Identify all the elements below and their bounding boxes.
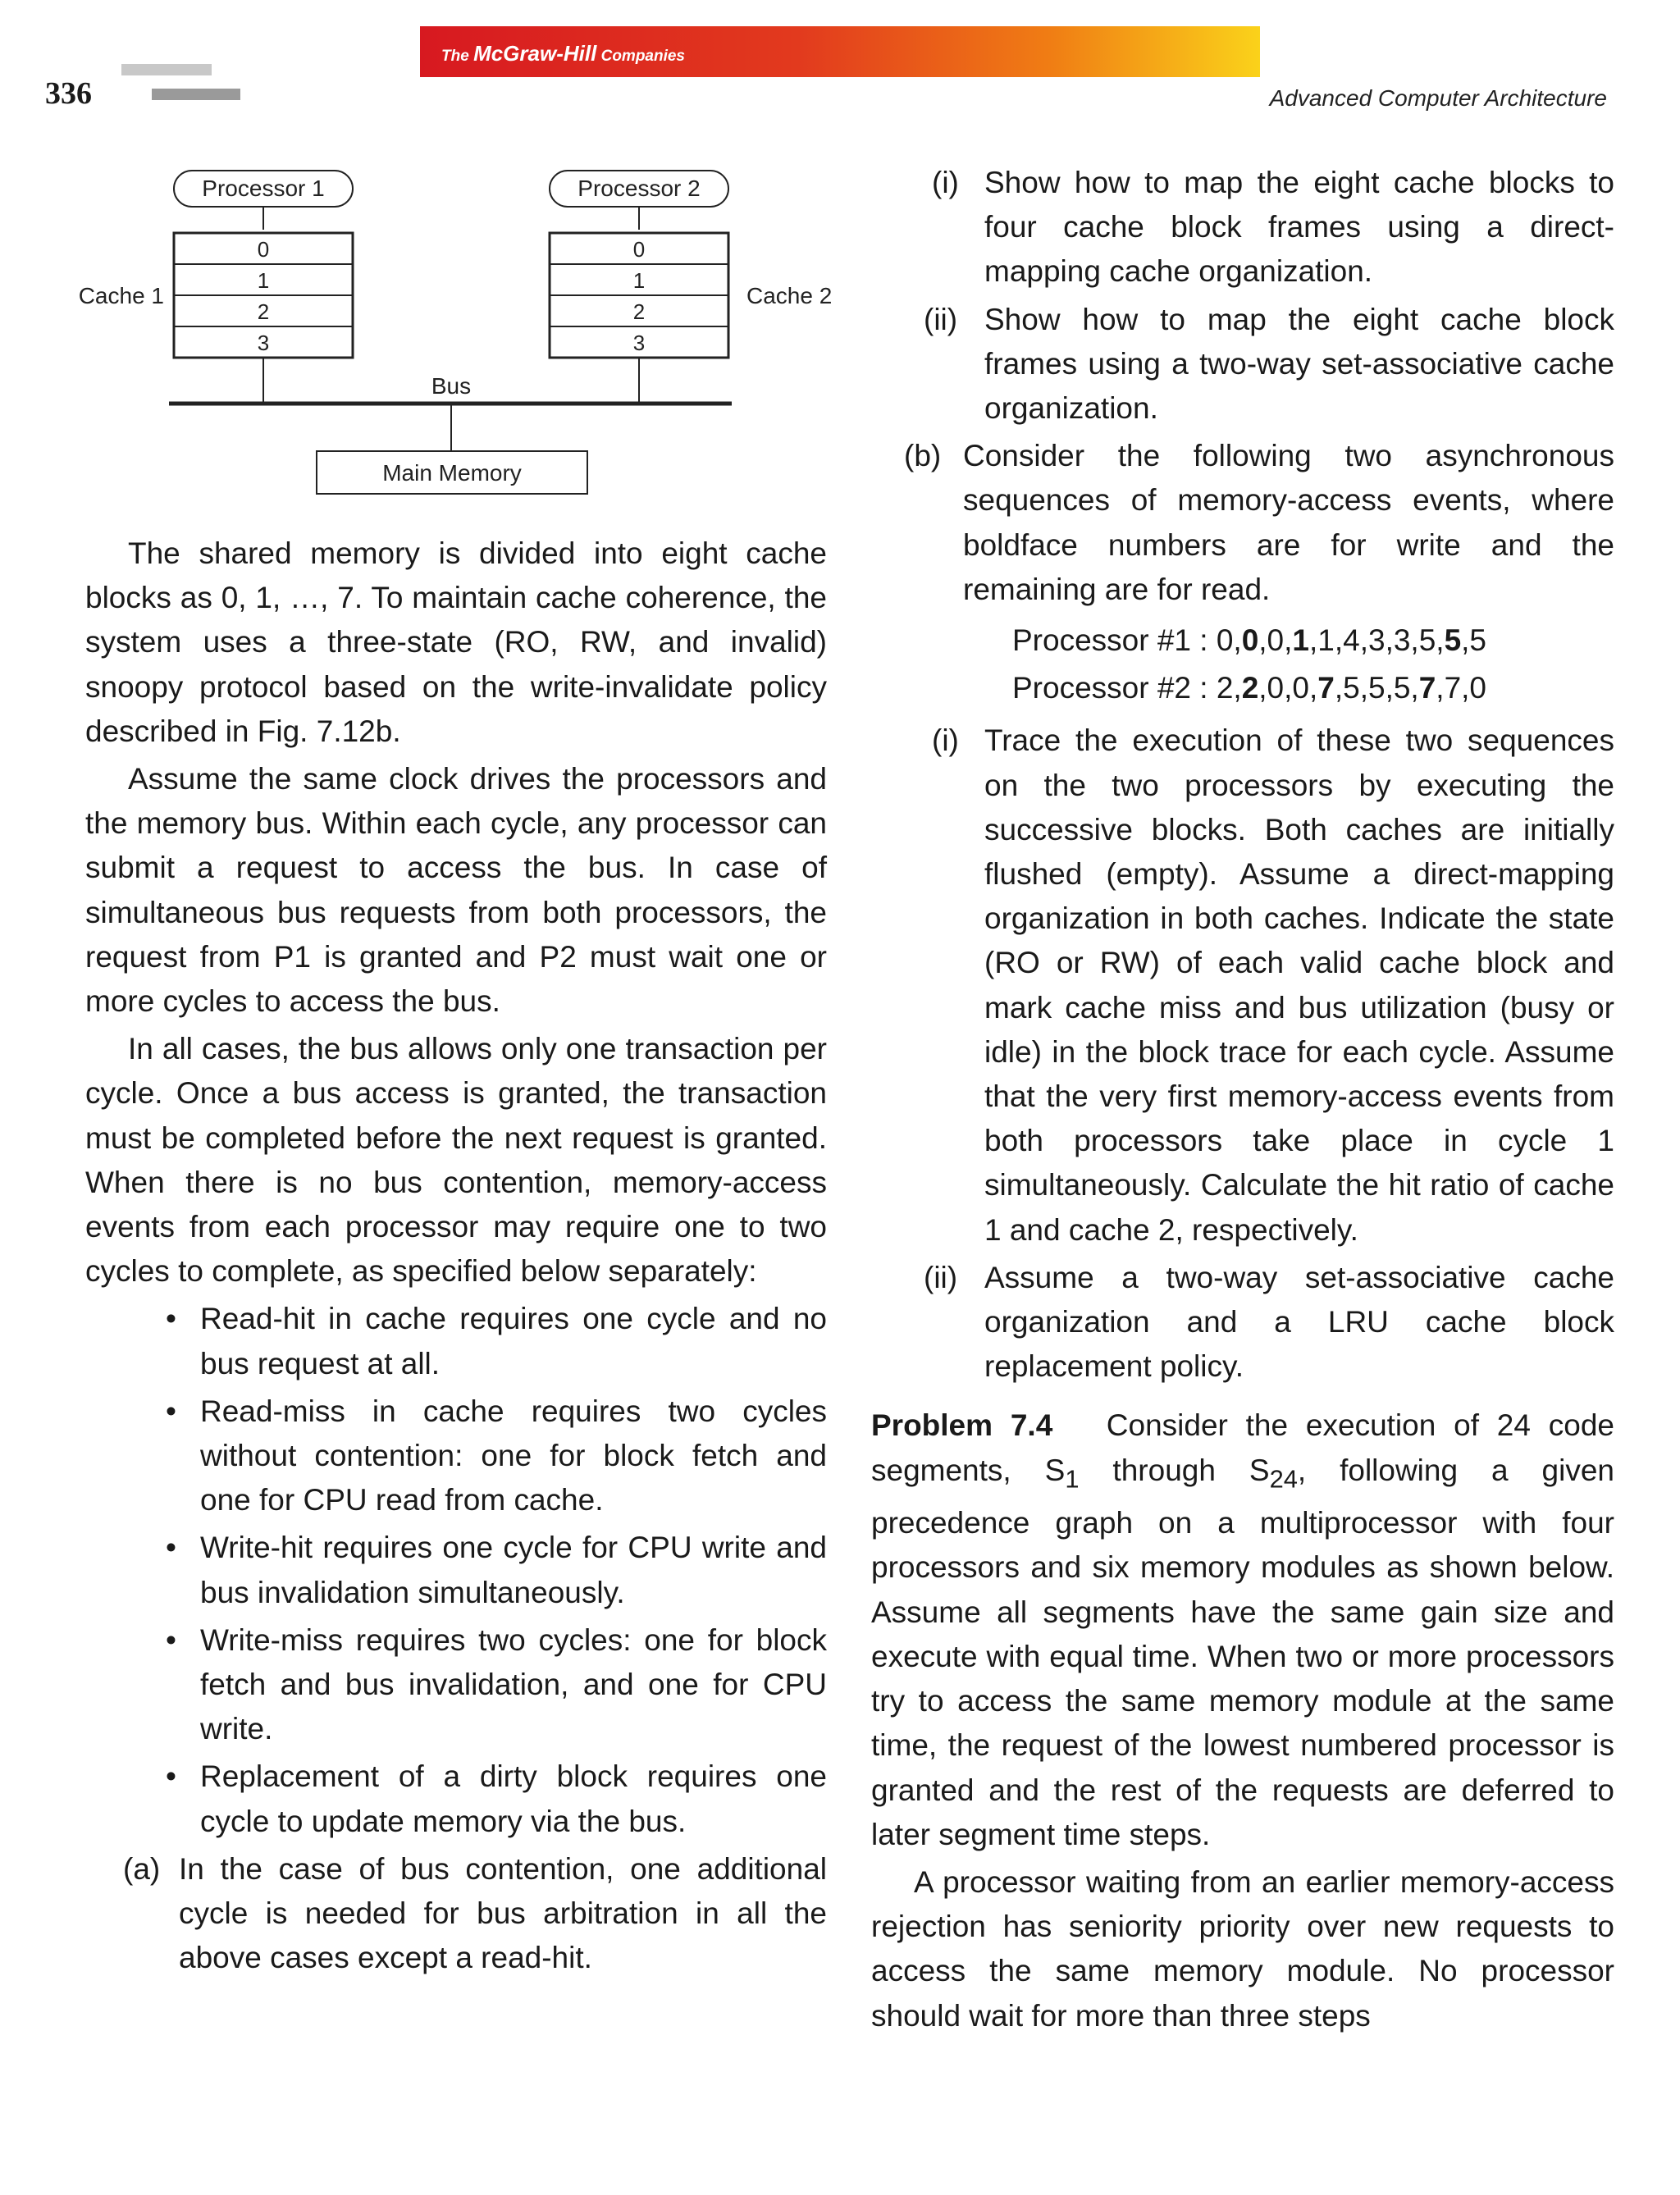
bus-label: Bus xyxy=(431,373,472,399)
main-memory-label: Main Memory xyxy=(382,460,522,486)
subscript: 24 xyxy=(1269,1464,1298,1494)
seq-write: 0 xyxy=(1241,623,1259,658)
item-a-ii-label: (ii) xyxy=(924,302,958,336)
cache2-slot: 0 xyxy=(632,237,646,262)
seq-read: ,5,5,5, xyxy=(1334,671,1419,705)
bullet-dot: • xyxy=(166,1759,176,1794)
bullet-dot: • xyxy=(166,1394,176,1428)
item-b-label: (b) xyxy=(904,439,942,473)
item-a-i-text: Show how to map the eight cache blocks to four cache block frames using a direct-mapping cache organization. xyxy=(984,166,1614,289)
bullet-dot: • xyxy=(166,1622,176,1657)
bullet-list xyxy=(85,1297,827,1843)
bullet-dot: • xyxy=(166,1302,176,1336)
list-item xyxy=(166,1390,827,1523)
item-a-i-label: (i) xyxy=(932,166,959,199)
seq-read: ,0,0, xyxy=(1258,671,1318,705)
list-item-text: Read-hit in cache requires one cycle and no bus request at all. xyxy=(200,1302,827,1380)
running-head: Advanced Computer Architecture xyxy=(1269,85,1607,111)
list-item-text: Write-hit requires one cycle for CPU write and bus invalidation simultaneously. xyxy=(200,1531,827,1609)
cache2-label: Cache 2 xyxy=(746,283,833,308)
item-b xyxy=(871,434,1614,612)
list-item xyxy=(166,1618,827,1752)
header-decoration-bar xyxy=(121,64,212,75)
publisher-logo-main: McGraw-Hill xyxy=(473,41,597,66)
right-column xyxy=(871,161,1614,2038)
cache1-label: Cache 1 xyxy=(78,283,164,308)
processor2-label: Processor 2 xyxy=(578,176,701,201)
list-item xyxy=(166,1297,827,1385)
list-item-text: Replacement of a dirty block requires one cycle to update memory via the bus. xyxy=(200,1759,827,1838)
seq-write: 7 xyxy=(1317,671,1335,705)
item-b-ii xyxy=(871,1256,1614,1390)
publisher-logo-suffix: Companies xyxy=(596,48,686,65)
list-item xyxy=(166,1526,827,1614)
cache1-array xyxy=(174,233,353,358)
cache-coherence-figure xyxy=(57,164,861,509)
problem-text: through S xyxy=(1079,1453,1270,1487)
problem-7-4-paragraph xyxy=(871,1403,1614,1856)
seq-write: 2 xyxy=(1241,671,1259,705)
seq-read: ,7,0 xyxy=(1436,671,1487,705)
cache1-slot: 1 xyxy=(257,268,270,293)
cache2-slot: 3 xyxy=(632,331,646,355)
left-column xyxy=(85,532,827,1981)
item-a-i xyxy=(871,161,1614,294)
paragraph: The shared memory is divided into eight cache blocks as 0, 1, …, 7. To maintain cache coherence, the system uses a three-state (RO, RW, and invalid) snoopy protocol based on the write-invalidate policy described in Fig. 7.12b. xyxy=(85,536,827,748)
item-b-i-label: (i) xyxy=(932,723,959,758)
list-item-text: Write-miss requires two cycles: one for block fetch and bus invalidation, and one for CPU write. xyxy=(200,1622,827,1746)
seq-write: 1 xyxy=(1292,623,1309,658)
item-a-text: In the case of bus contention, one additional cycle is needed for bus arbitration in all the above cases except a read-hit. xyxy=(179,1851,827,1975)
processor2-sequence xyxy=(871,666,1614,710)
cache1-slot: 0 xyxy=(257,237,270,262)
header-decoration-bar xyxy=(152,89,240,100)
seq-read: 0 xyxy=(1216,623,1234,658)
item-a xyxy=(85,1847,827,1981)
processor1-label: Processor 1 xyxy=(202,176,325,201)
seq-read: 2, xyxy=(1216,671,1242,705)
publisher-logo xyxy=(441,41,685,66)
paragraph: Assume the same clock drives the processors and the memory bus. Within each cycle, any processor can submit a request to access the bus. In case of simultaneous bus requests from both processors, the request from P1 is granted and P2 must wait one or more cycles to access the bus. xyxy=(85,762,827,1019)
cache2-slot: 2 xyxy=(632,299,646,324)
item-a-ii-text: Show how to map the eight cache block frames using a two-way set-associative cache organization. xyxy=(984,302,1614,426)
seq-read: ,0, xyxy=(1258,623,1293,658)
publisher-logo-prefix: The xyxy=(441,48,474,65)
item-a-label: (a) xyxy=(123,1851,161,1886)
page-number: 336 xyxy=(45,76,92,111)
problem-text: Consider the execution of 24 code segments, S xyxy=(871,1408,1614,1487)
item-b-text: Consider the following two asynchronous sequences of memory-access events, where boldface numbers are for write and the remaining are for read. xyxy=(963,439,1614,606)
problem-text: , following a given precedence graph on a multiprocessor with four processors and six memory modules as shown below. Assume all segments have the same gain size and execute with equal time. When two or more processors try to access the same memory module at the same time, the request of the lowest numbered processor is granted and the rest of the requests are deferred to later segment time steps. xyxy=(871,1453,1614,1851)
list-item xyxy=(166,1755,827,1843)
bullet-dot: • xyxy=(166,1531,176,1565)
cache1-slot: 2 xyxy=(257,299,270,324)
seq-read: ,5 xyxy=(1461,623,1487,658)
seq-write: 7 xyxy=(1418,671,1436,705)
item-b-i xyxy=(871,719,1614,1252)
list-item-text: Read-miss in cache requires two cycles without contention: one for block fetch and one for CPU read from cache. xyxy=(200,1394,827,1517)
item-b-i-text: Trace the execution of these two sequences on the two processors by executing the successive blocks. Both caches are initially flushed (empty). Assume a direct-mapping organization in both caches. Indicate the state (RO or RW) of each valid cache block and mark cache miss and bus utilization (busy or idle) in the block trace for each cycle. Assume that the very first memory-access events from both processors take place in cycle 1 simultaneously. Calculate the hit ratio of cache 1 and cache 2, respectively. xyxy=(984,723,1614,1247)
seq-sep: , xyxy=(1233,623,1242,658)
seq-write: 5 xyxy=(1444,623,1462,658)
cache2-slot: 1 xyxy=(632,268,646,293)
paragraph: A processor waiting from an earlier memory-access rejection has seniority priority over new requests to access the same memory module. No processor should wait for more than three steps xyxy=(871,1864,1614,2033)
cache2-array xyxy=(550,233,728,358)
sequence-label: Processor #2 : xyxy=(1012,671,1217,705)
problem-title: Problem 7.4 xyxy=(871,1408,1053,1443)
cache1-slot: 3 xyxy=(257,331,270,355)
item-b-ii-text: Assume a two-way set-associative cache organization and a LRU cache block replacement policy. xyxy=(984,1260,1614,1384)
processor1-sequence xyxy=(871,618,1614,663)
subscript: 1 xyxy=(1065,1464,1080,1494)
item-b-ii-label: (ii) xyxy=(924,1260,958,1294)
item-a-ii xyxy=(871,298,1614,431)
sequence-label: Processor #1 : xyxy=(1012,623,1217,658)
seq-read: ,1,4,3,3,5, xyxy=(1309,623,1445,658)
paragraph: In all cases, the bus allows only one transaction per cycle. Once a bus access is granted, the transaction must be completed before the next request is granted. When there is no bus contention, memory-access events from each processor may require one to two cycles to complete, as specified below separately: xyxy=(85,1032,827,1289)
